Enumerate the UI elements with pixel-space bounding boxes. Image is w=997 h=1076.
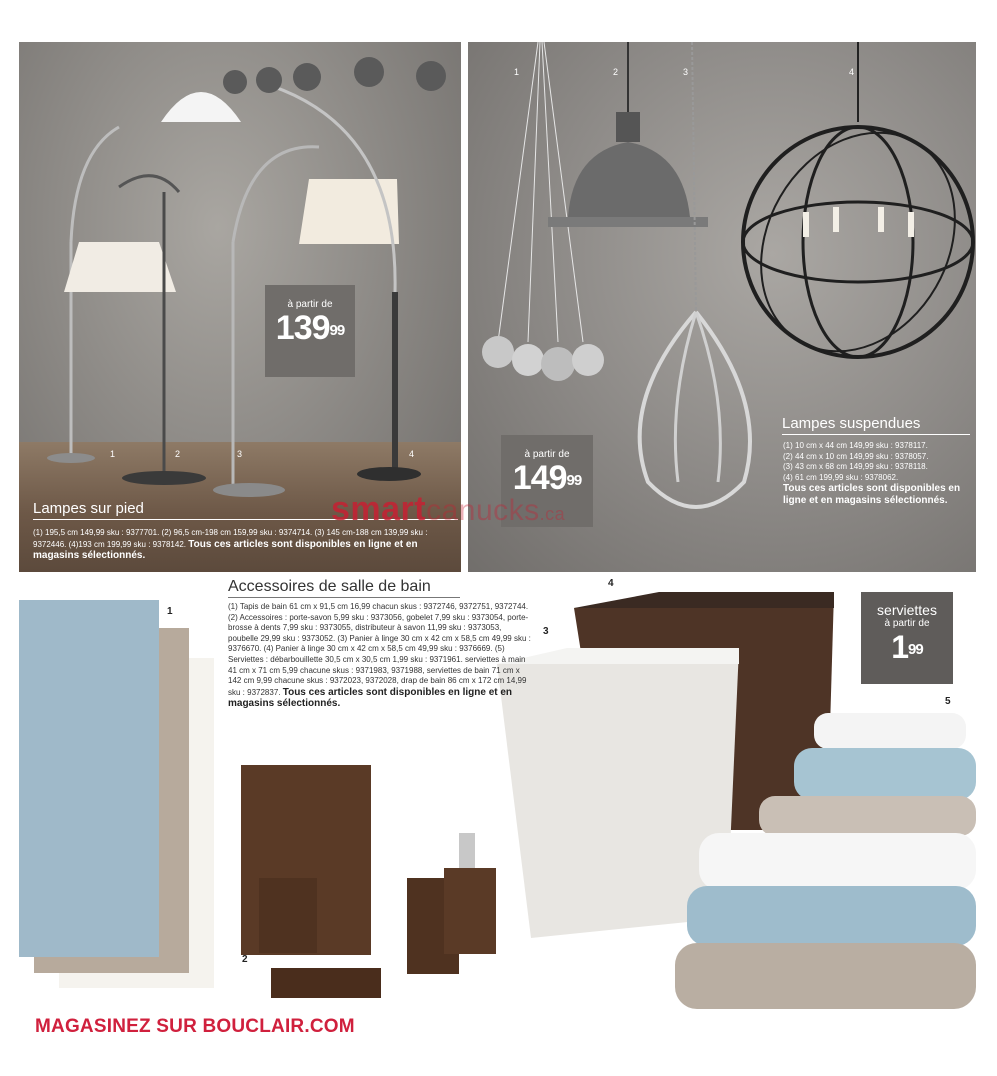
price-prefix: à partir de	[884, 618, 930, 629]
item-number-4: 4	[849, 67, 855, 77]
bath-specs: (1) Tapis de bain 61 cm x 91,5 cm 16,99 chacun skus : 9372746, 9372751, 9372744. (2) Accessoires : porte-savon 5,99 sku : 9373056, gobelet 7,99 sku : 9373054, porte-brosse à dents 7,99 sku : 9373055, distributeur à savon 11,99 sku : 9373053, poubelle 29,99 sku : 9373052. (3) Panier à linge 30 cm x 42 cm x 58,5 cm 49,99 sku : 9376670. (4) Panier à linge 30 cm x 42 cm x 58,5 cm 49,99 sku : 9376669. (5) Serviettes : débarbouillette 30,5 cm x 30,5 cm 1,99 sku : 9371961. serviettes à main 41 cm x 71 cm 5,99 chacune skus : 9371983, 9371988, serviettes de bain 71 cm x 142 cm 9,99 chacune skus : 9372023, 9372028, drap de bain 86 cm x 172 cm 14,99 sku : 9372837.	[228, 602, 531, 697]
floor-lamps-title: Lampes sur pied	[33, 500, 458, 520]
floor-lamps-availability: Tous ces articles sont disponibles en ligne et en magasins sélectionnés.	[33, 538, 418, 561]
price-amount	[276, 309, 344, 347]
footer-link[interactable]: MAGASINEZ SUR BOUCLAIR.COM	[35, 1016, 355, 1037]
floor-lamps-description	[33, 528, 453, 562]
item-number-3: 3	[683, 67, 689, 77]
bath-accessories-description	[228, 602, 533, 710]
price-cents: 99	[908, 641, 923, 658]
item-number-4: 4	[608, 578, 614, 589]
watermark-rest: canucks	[426, 494, 540, 527]
spec-line-3: (3) 43 cm x 68 cm 149,99 sku : 9378118.	[783, 462, 928, 471]
item-number-2: 2	[242, 954, 248, 965]
towels-label: serviettes	[877, 602, 937, 618]
watermark	[331, 490, 565, 529]
price-cents: 99	[566, 472, 582, 489]
pendant-lamps-title: Lampes suspendues	[782, 415, 970, 435]
pendant-lamps-description	[783, 441, 973, 506]
price-main: 1	[891, 629, 909, 665]
bath-accessories-title: Accessoires de salle de bain	[228, 578, 460, 598]
item-number-2: 2	[175, 449, 181, 459]
price-cents: 99	[329, 322, 345, 339]
item-number-3: 3	[237, 449, 243, 459]
price-main: 139	[275, 309, 330, 347]
towels-price-box	[861, 592, 953, 684]
spec-line-4: (4) 61 cm 199,99 sku : 9378062.	[783, 472, 899, 482]
bath-accessories-panel	[19, 578, 976, 1016]
pendant-lamps-availability: Tous ces articles sont disponibles en ligne et en magasins sélectionnés.	[783, 483, 961, 506]
price-prefix: à partir de	[287, 299, 333, 310]
floor-lamps-price-box	[265, 285, 355, 377]
item-number-4: 4	[409, 449, 415, 459]
spec-line-2: (2) 44 cm x 10 cm 149,99 sku : 9378057.	[783, 451, 929, 461]
price-main: 149	[512, 459, 567, 497]
item-number-5: 5	[945, 696, 951, 707]
item-number-1: 1	[110, 449, 116, 459]
price-prefix: à partir de	[524, 449, 570, 460]
watermark-tld: .ca	[539, 504, 566, 524]
watermark-brand: smart	[331, 490, 427, 528]
item-number-1: 1	[167, 606, 173, 617]
spec-line-1: (1) 10 cm x 44 cm 149,99 sku : 9378117.	[783, 441, 928, 450]
item-number-1: 1	[514, 67, 520, 77]
price-amount	[891, 629, 922, 665]
item-number-2: 2	[613, 67, 619, 77]
bath-availability: Tous ces articles sont disponibles en ligne et en magasins sélectionnés.	[228, 686, 513, 710]
item-number-3: 3	[543, 626, 549, 637]
floor-lamps-specs: (1) 195,5 cm 149,99 sku : 9377701. (2) 96,5 cm-198 cm 159,99 sku : 9374714. (3) 145 cm-188 cm 139,99 sku : 9372446. (4)193 cm 199,99 sku : 9378142.	[33, 528, 428, 549]
